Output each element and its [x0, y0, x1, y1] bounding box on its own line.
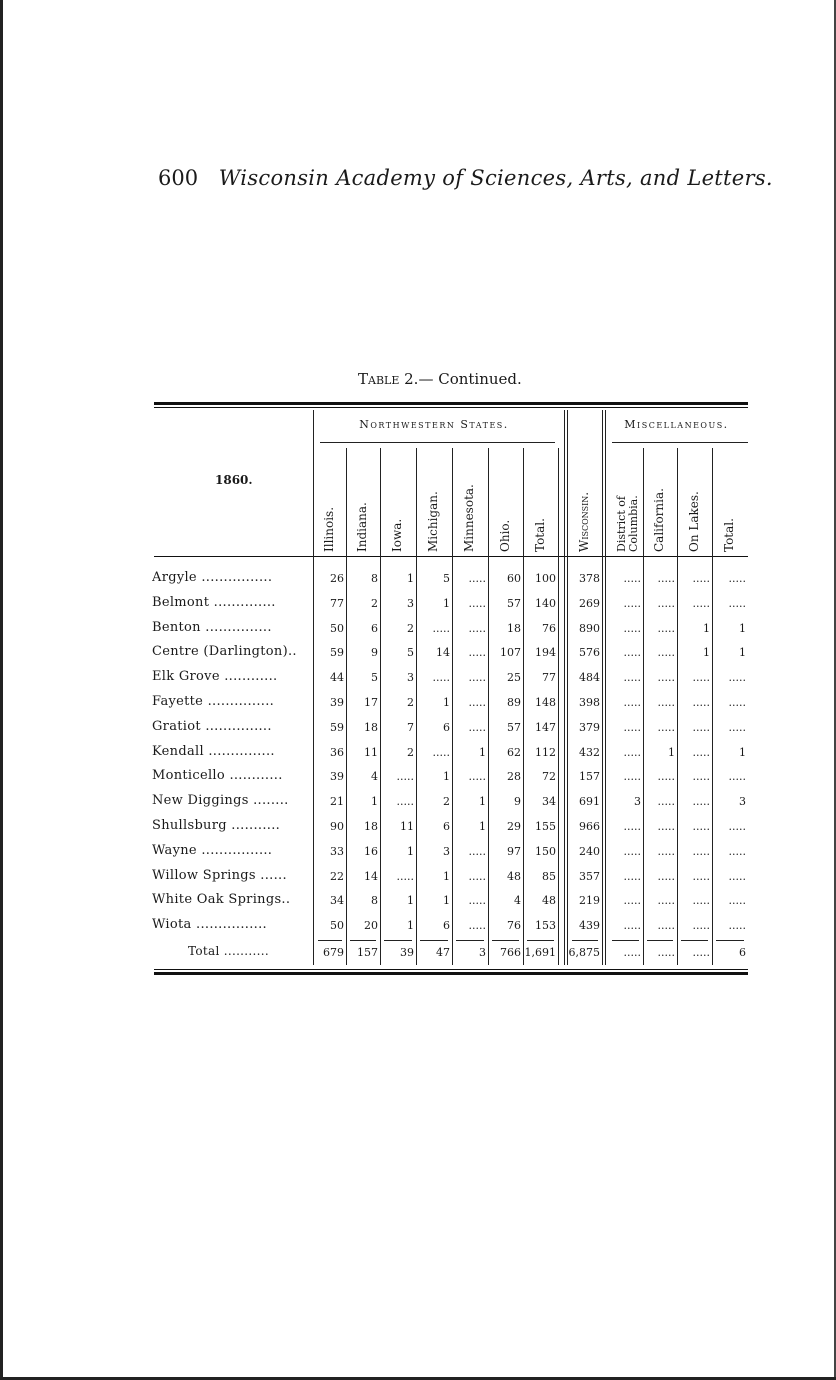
table-cell: 107 — [500, 646, 521, 659]
table-cell: 1 — [443, 597, 450, 610]
table-cell: 48 — [507, 870, 521, 883]
total-rule — [492, 940, 519, 941]
group-northwestern-states: Northwestern States. — [359, 418, 509, 431]
table-cell: ..... — [692, 597, 710, 610]
table-cell: 6 — [371, 622, 378, 635]
table-cell: 36 — [330, 746, 344, 759]
table-cell: 1 — [479, 820, 486, 833]
table-cell: 8 — [371, 572, 378, 585]
column-header: Michigan. — [426, 491, 440, 552]
table-cell: 97 — [507, 845, 521, 858]
table-cell: 11 — [364, 746, 378, 759]
table-cell: 39 — [330, 770, 344, 783]
total-rule — [456, 940, 484, 941]
table-cell: 269 — [579, 597, 600, 610]
row-label: Monticello ............ — [152, 768, 283, 783]
total-rule — [647, 940, 673, 941]
total-cell: 47 — [436, 946, 450, 959]
column-rule — [602, 410, 603, 965]
column-header: On Lakes. — [687, 491, 701, 552]
total-rule — [350, 940, 376, 941]
table-cell: 100 — [535, 572, 556, 585]
table-cell: 33 — [330, 845, 344, 858]
table-cell: 34 — [542, 795, 556, 808]
table-cell: 90 — [330, 820, 344, 833]
table-cell: 21 — [330, 795, 344, 808]
table-cell: 2 — [371, 597, 378, 610]
table-cell: ..... — [396, 795, 414, 808]
table-cell: 5 — [407, 646, 414, 659]
table-cell: ..... — [728, 770, 746, 783]
group-northwestern-underline — [320, 442, 555, 443]
table-cell: ..... — [623, 696, 641, 709]
table-cell: ..... — [692, 919, 710, 932]
table-cell: ..... — [728, 820, 746, 833]
table-cell: 16 — [364, 845, 378, 858]
column-header-line: District of — [615, 496, 628, 552]
table-cell: 3 — [634, 795, 641, 808]
row-label: Kendall ............... — [152, 744, 275, 759]
table-cell: 150 — [535, 845, 556, 858]
column-header: Illinois. — [322, 506, 336, 552]
table-cell: 378 — [579, 572, 600, 585]
table-cell: 77 — [542, 671, 556, 684]
table-cell: 1 — [739, 746, 746, 759]
table-cell: 240 — [579, 845, 600, 858]
table-cell: 57 — [507, 721, 521, 734]
table-cell: ..... — [623, 820, 641, 833]
table-cell: 157 — [579, 770, 600, 783]
column-header: Ohio. — [498, 519, 512, 552]
table-cell: 2 — [407, 696, 414, 709]
table-cell: 28 — [507, 770, 521, 783]
column-rule — [605, 410, 606, 965]
table-cell: 3 — [407, 671, 414, 684]
table-top-rule-thin — [154, 407, 748, 408]
column-header-line: Columbia. — [627, 495, 640, 552]
table-cell: 1 — [443, 696, 450, 709]
row-label: Centre (Darlington).. — [152, 644, 297, 659]
table-cell: ..... — [728, 721, 746, 734]
table-cell: 1 — [479, 746, 486, 759]
table-cell: ..... — [692, 696, 710, 709]
table-cell: 50 — [330, 622, 344, 635]
table-cell: ..... — [468, 870, 486, 883]
table-cell: 72 — [542, 770, 556, 783]
table-cell: 1 — [443, 770, 450, 783]
table-cell: ..... — [728, 572, 746, 585]
group-misc-underline — [612, 442, 748, 443]
row-label: Willow Springs ...... — [152, 868, 287, 883]
table-cell: 60 — [507, 572, 521, 585]
row-label: New Diggings ........ — [152, 793, 289, 808]
table-cell: ..... — [692, 746, 710, 759]
table-cell: 890 — [579, 622, 600, 635]
table-caption — [358, 370, 522, 388]
table-cell: ..... — [692, 671, 710, 684]
table-cell: 20 — [364, 919, 378, 932]
total-rule — [612, 940, 639, 941]
table-cell: 3 — [443, 845, 450, 858]
table-cell: ..... — [623, 671, 641, 684]
column-header: Total. — [722, 518, 736, 552]
table-cell: ..... — [657, 919, 675, 932]
total-rule — [527, 940, 554, 941]
table-cell: 77 — [330, 597, 344, 610]
table-cell: ..... — [432, 671, 450, 684]
table-cell: 1 — [407, 894, 414, 907]
total-rule — [420, 940, 448, 941]
table-cell: ..... — [468, 919, 486, 932]
table-cell: 148 — [535, 696, 556, 709]
year-label: 1860. — [215, 473, 253, 487]
row-label: Shullsburg ........... — [152, 818, 281, 833]
total-cell: 6,875 — [568, 946, 600, 959]
column-header: California. — [652, 488, 666, 552]
table-cell: ..... — [623, 572, 641, 585]
table-cell: ..... — [657, 770, 675, 783]
table-cell: 3 — [739, 795, 746, 808]
table-cell: 1 — [443, 894, 450, 907]
column-rule — [558, 448, 559, 965]
table-cell: 112 — [535, 746, 556, 759]
table-cell: ..... — [468, 721, 486, 734]
total-rule — [384, 940, 412, 941]
table-cell: ..... — [623, 721, 641, 734]
table-cell: 7 — [407, 721, 414, 734]
table-cell: ..... — [432, 746, 450, 759]
table-cell: 39 — [330, 696, 344, 709]
table-cell: 432 — [579, 746, 600, 759]
table-cell: 76 — [507, 919, 521, 932]
table-bottom-rule — [154, 972, 748, 975]
total-rule — [572, 940, 598, 941]
journal-title: Wisconsin Academy of Sciences, Arts, and Letters. — [218, 166, 773, 190]
total-cell: ..... — [623, 946, 641, 959]
table-cell: 50 — [330, 919, 344, 932]
table-cell: 44 — [330, 671, 344, 684]
table-cell: 1 — [739, 622, 746, 635]
total-cell: 6 — [739, 946, 746, 959]
table-cell: 6 — [443, 820, 450, 833]
table-cell: 6 — [443, 721, 450, 734]
table-cell: 89 — [507, 696, 521, 709]
table-cell: ..... — [657, 597, 675, 610]
table-cell: ..... — [692, 820, 710, 833]
header-bottom-rule — [154, 556, 748, 557]
table-cell: ..... — [432, 622, 450, 635]
table-cell: 8 — [371, 894, 378, 907]
table-cell: 18 — [364, 721, 378, 734]
table-cell: ..... — [728, 894, 746, 907]
table-cell: 194 — [535, 646, 556, 659]
table-cell: ..... — [623, 919, 641, 932]
table-cell: ..... — [468, 572, 486, 585]
table-cell: ..... — [657, 870, 675, 883]
table-cell: ..... — [396, 870, 414, 883]
table-cell: 29 — [507, 820, 521, 833]
table-cell: ..... — [623, 770, 641, 783]
running-head — [158, 166, 773, 190]
table-cell: 1 — [479, 795, 486, 808]
table-cell: 1 — [407, 845, 414, 858]
table-cell: ..... — [468, 622, 486, 635]
table-cell: 5 — [371, 671, 378, 684]
table-cell: 18 — [364, 820, 378, 833]
table-cell: 9 — [371, 646, 378, 659]
total-cell: ..... — [692, 946, 710, 959]
total-rule — [716, 940, 744, 941]
table-cell: 155 — [535, 820, 556, 833]
table-cell: ..... — [623, 622, 641, 635]
table-cell: 14 — [364, 870, 378, 883]
table-cell: 14 — [436, 646, 450, 659]
total-row-label: Total ........... — [188, 944, 269, 958]
row-label: Elk Grove ............ — [152, 669, 278, 684]
table-cell: ..... — [657, 622, 675, 635]
table-cell: ..... — [623, 597, 641, 610]
table-cell: 17 — [364, 696, 378, 709]
total-cell: ..... — [657, 946, 675, 959]
table-cell: 1 — [739, 646, 746, 659]
table-cell: 59 — [330, 721, 344, 734]
table-cell: 484 — [579, 671, 600, 684]
table-cell: 966 — [579, 820, 600, 833]
table-cell: ..... — [468, 671, 486, 684]
table-cell: ..... — [728, 845, 746, 858]
column-header — [616, 495, 640, 552]
table-cell: 76 — [542, 622, 556, 635]
total-cell: 39 — [400, 946, 414, 959]
row-label: Wayne ................ — [152, 843, 273, 858]
table-cell: 25 — [507, 671, 521, 684]
table-cell: 1 — [668, 746, 675, 759]
table-cell: 34 — [330, 894, 344, 907]
table-cell: 2 — [407, 746, 414, 759]
page-left-edge — [0, 0, 3, 1380]
table-cell: 691 — [579, 795, 600, 808]
table-cell: 2 — [407, 622, 414, 635]
table-cell: ..... — [657, 845, 675, 858]
group-miscellaneous: Miscellaneous. — [624, 418, 729, 431]
table-cell: ..... — [728, 870, 746, 883]
page-number: 600 — [158, 166, 199, 190]
table-cell: 18 — [507, 622, 521, 635]
column-header: Wisconsin. — [577, 491, 591, 552]
table-cell: 6 — [443, 919, 450, 932]
table-cell: 62 — [507, 746, 521, 759]
table-cell: ..... — [657, 894, 675, 907]
total-rule — [681, 940, 708, 941]
table-cell: 1 — [443, 870, 450, 883]
table-cell: ..... — [657, 646, 675, 659]
total-cell: 3 — [479, 946, 486, 959]
table-bottom-rule-thin — [154, 969, 748, 970]
table-cell: ..... — [692, 721, 710, 734]
table-cell: 85 — [542, 870, 556, 883]
table-cell: 3 — [407, 597, 414, 610]
row-label: White Oak Springs.. — [152, 892, 291, 907]
total-rule — [318, 940, 342, 941]
table-cell: ..... — [657, 820, 675, 833]
table-cell: 5 — [443, 572, 450, 585]
table-cell: 4 — [514, 894, 521, 907]
column-header: Total. — [533, 518, 547, 552]
table-cell: 48 — [542, 894, 556, 907]
table-cell: ..... — [623, 845, 641, 858]
table-cell: ..... — [396, 770, 414, 783]
table-cell: ..... — [692, 870, 710, 883]
caption-suffix: — Continued. — [418, 370, 522, 388]
table-cell: 1 — [407, 572, 414, 585]
row-label: Belmont .............. — [152, 595, 276, 610]
table-cell: 1 — [371, 795, 378, 808]
table-cell: 57 — [507, 597, 521, 610]
table-cell: ..... — [692, 572, 710, 585]
table-cell: 357 — [579, 870, 600, 883]
table-cell: ..... — [468, 770, 486, 783]
table-cell: 379 — [579, 721, 600, 734]
table-cell: 219 — [579, 894, 600, 907]
table-cell: ..... — [623, 870, 641, 883]
table-cell: 1 — [407, 919, 414, 932]
total-cell: 766 — [500, 946, 521, 959]
table-cell: 140 — [535, 597, 556, 610]
table-cell: ..... — [657, 671, 675, 684]
table-cell: ..... — [623, 646, 641, 659]
table-cell: ..... — [468, 845, 486, 858]
row-label: Fayette ............... — [152, 694, 275, 709]
table-cell: 4 — [371, 770, 378, 783]
table-cell: 26 — [330, 572, 344, 585]
table-cell: ..... — [657, 696, 675, 709]
row-label: Benton ............... — [152, 620, 272, 635]
column-header: Indiana. — [355, 502, 369, 552]
table-cell: ..... — [468, 646, 486, 659]
table-cell: ..... — [692, 894, 710, 907]
table-cell: 576 — [579, 646, 600, 659]
table-cell: ..... — [623, 746, 641, 759]
table-cell: 9 — [514, 795, 521, 808]
column-rule — [564, 410, 565, 965]
total-cell: 157 — [357, 946, 378, 959]
table-cell: 22 — [330, 870, 344, 883]
table-cell: 2 — [443, 795, 450, 808]
table-cell: 11 — [400, 820, 414, 833]
table-cell: ..... — [657, 795, 675, 808]
table-cell: 439 — [579, 919, 600, 932]
table-cell: ..... — [468, 597, 486, 610]
column-header: Iowa. — [390, 518, 404, 552]
row-label: Argyle ................ — [152, 570, 273, 585]
table-cell: 1 — [703, 622, 710, 635]
row-label: Wiota ................ — [152, 917, 267, 932]
table-cell: 147 — [535, 721, 556, 734]
column-header: Minnesota. — [462, 484, 476, 552]
total-cell: 1,691 — [524, 946, 556, 959]
caption-prefix: Table 2. — [358, 370, 419, 388]
table-cell: ..... — [623, 894, 641, 907]
table-cell: ..... — [468, 696, 486, 709]
table-cell: ..... — [468, 894, 486, 907]
table-cell: ..... — [728, 597, 746, 610]
table-cell: ..... — [657, 721, 675, 734]
table-cell: 1 — [703, 646, 710, 659]
table-cell: ..... — [692, 795, 710, 808]
table-top-rule — [154, 402, 748, 405]
table-cell: 59 — [330, 646, 344, 659]
table-cell: ..... — [657, 572, 675, 585]
table-cell: ..... — [728, 919, 746, 932]
table-cell: ..... — [728, 671, 746, 684]
table-cell: ..... — [692, 845, 710, 858]
table-cell: 153 — [535, 919, 556, 932]
table-cell: ..... — [692, 770, 710, 783]
total-cell: 679 — [323, 946, 344, 959]
table-cell: ..... — [728, 696, 746, 709]
row-label: Gratiot ............... — [152, 719, 272, 734]
table-cell: 398 — [579, 696, 600, 709]
